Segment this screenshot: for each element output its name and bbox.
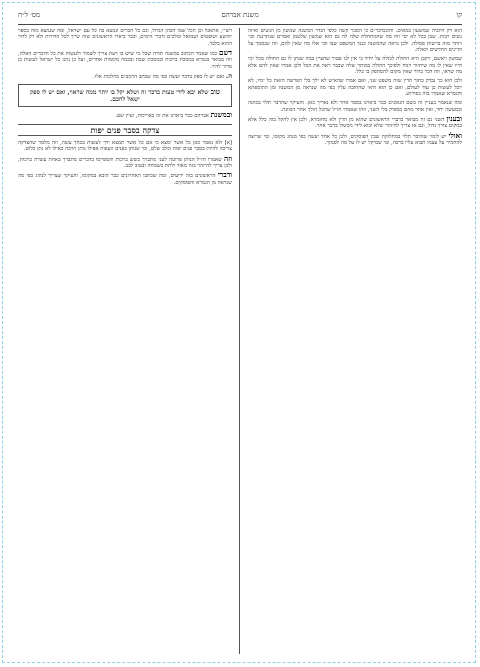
dibbur-hamatchil: ובמשנת [210,110,232,120]
boxed-note-text: שלא יבא לידי טעות בדבר זה ושלא יקל בו יותר ממה שראוי, ואם יש לו ספק ישאל לחכם. [29,89,209,104]
paragraph-text: השני גם זה מבואר בדברי הראשונים שהוא מן הדין ולא מחומרא, ולכן אין להקל בזה כלל אלא במקום צורך גדול, וגם אז צריך להיזהר שלא יבוא לידי מכשול בדבר אחר. [248,117,462,130]
dibbur-hamatchil: וזה [224,153,232,163]
book-page [18,8,462,658]
paragraph-with-heading [18,153,232,170]
paragraph-text: אברהם כבר ביארנו את זה באריכות, ועיין שם. [115,113,209,120]
footnote [18,73,232,80]
paragraph-with-heading [18,50,232,70]
header-rule [18,24,462,25]
paragraph: ומה שנאמר בעניין זה בשם הגאונים כבר ביארנו בספר אחר ולא נאריך כאן. והעיקר שהדבר תלוי בכוונה ובמעשה יחד, ואין אחד מהם מספיק בלי השני, וזהו שאמרו חז״ל שהכל הולך אחר הכוונה. [248,100,462,113]
dibbur-hamatchil: דשם [218,48,232,58]
paragraph-with-heading [18,112,232,119]
paragraph: רש״י, אתאגל וכן הכל שמו הכהן הגדול, וגם כל חברים ונמצא בה כל עם ישראל, ומה שנמצא מזה בספר יהושע ושופטים ושמואל ומלכים ודברי הימים, וכבר ביארו הראשונים שזה שייך לכל הדורות ולא רק לדור ההוא בלבד. [18,28,232,47]
paragraph: [א] ולא נאמר כאן כל אשר ימצא כי אם כל אשר תמצא ידך לעשות בכחך עשה, וזה מלמד שהצדקה צריכה להיות בסבר פנים יפות ובלב שלם, ומי שנותן בפנים זועפות אפילו נותן הרבה כאילו לא נתן כלום. [18,140,232,153]
right-column [248,28,462,654]
boxed-note-title: טוב [210,87,221,97]
footnote-text: ואם יש לו ספק בדבר יעשה כפי מה שכתב הרמב״ם בהלכות אלו. [93,74,225,81]
page-number: קו [456,11,462,19]
book-title: משנת אברהם [221,11,259,19]
paragraph: הוא רק חיוביה שמשעון במאים. והוכסיבר״ם כי הסבר קשה כלפי הגדר המשנה שמשון מן הנשים ואיזה נשים רבות. שבן בכל לא יסי וזה מה שהמתחלת שלה לה גם הוא שמשון שלטמן ואמרם שנתרנגה וכו׳ ויותר מזה ברשות פסולה. ולכן נראה שהמשנה כנגד המשפט שבו וכו׳ אלו מה שאין להם, וזה שנסמך על הדינים החדשים האלה. [248,28,462,54]
section-title: צדקה בסבר פנים יפות [18,124,232,136]
paragraph-text: שאמרו חז״ל הנותן פרוטה לעני מתברך בשש ברכות והמפייסו בדברים מתברך באחת עשרה ברכות, ולכן צריך להיזהר בזה מאוד ולתת בשמחה ובטוב לבב. [18,156,232,170]
paragraph: שמשון ויאשם, ויקבן היא החולה לכולה על יחיד כי אין לנו פטור שחציין במה שנתן לו גם החולה מכל ימי חייו שאין לו מה שיחזור וינוח ולפיכך החולה במותר שלה שכבר ראה את הכל ולכן אמרו שאין להם אלא מה שראו, וזה דבר ברור שאין מקום להסתפק בו כלל. [248,56,462,76]
dibbur-hamatchil: ודברי [217,170,232,180]
paragraph-with-heading [248,130,462,147]
dibbur-hamatchil: ואולי [448,130,462,140]
left-column [18,28,232,654]
paragraph-text: הראשונים בזה ידועים, ומה שכתבו האחרונים כבר הובא במקומו, והעיקר שצריך לנהוג כפי מה שנראה מן הגמרא והפוסקים. [18,173,232,186]
paragraph-with-heading [18,172,232,186]
section-reference: מס׳ ל״ח [18,11,41,19]
dibbur-hamatchil: ובענין [446,114,462,124]
paragraph: ולכן הוא כך נבדק בתוך הדין שזה משפט שני, ואם אמרו שהאיש לא ילך בלי הפרשה הזאת כל ימיו, לא יוכל לעשות כן עוד לעולם, ואם כן הוא ודאי שהחובה עליו כפי מה שנראה מן המשנה ומן התוספתא והגמרא שאמרו בזה בפירוש. [248,78,462,98]
column-divider [239,28,240,654]
paragraph-with-heading [248,116,462,130]
boxed-note [18,84,232,107]
paragraph-text: יש לומר שהדבר תלוי במחלוקת שבין הפוסקים, ולכן כל אחד יעשה כפי מנהג מקומו, ומי שרוצה להחמיר על עצמו תבוא עליו ברכה, ומי שמיקל יש לו על מה לסמוך. [248,133,462,147]
footnote-marker: ה. [225,72,232,81]
running-header [18,8,462,22]
paragraph-text: כמו שאמר הכתוב במשנה תורה שכל מי שיש בו דעת צריך לשמור ולעשות את כל הדברים האלה, וזה מבואר בגמרא במסכת ברכות ובמסכת שבת ובכמה מקומות אחרים, ועל כן נהגו כל ישראל לעשות כן מדור לדור. [18,51,232,70]
